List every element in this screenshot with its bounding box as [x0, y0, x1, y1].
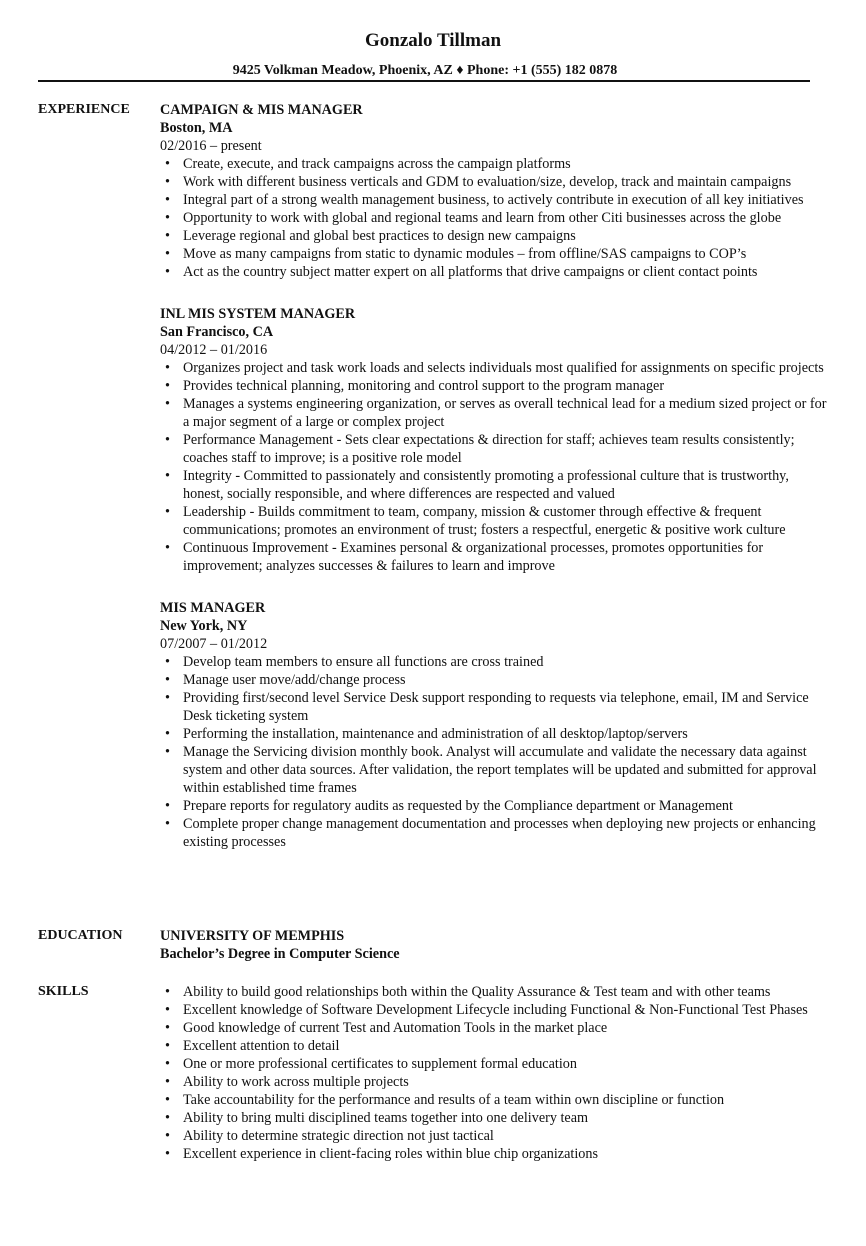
school-name: UNIVERSITY OF MEMPHIS — [160, 928, 345, 944]
bullet-item: • Move as many campaigns from static to dynamic modules – from offline/SAS campaigns to COP’s — [160, 245, 828, 263]
skill-item: • Take accountability for the performance and results of a team within own discipline or function — [160, 1091, 828, 1109]
bullet-item: • Opportunity to work with global and regional teams and learn from other Citi businesses across the globe — [160, 209, 828, 227]
bullet-item: • Create, execute, and track campaigns across the campaign platforms — [160, 155, 828, 173]
skill-item: • Ability to work across multiple projects — [160, 1073, 828, 1091]
bullet-item: • Prepare reports for regulatory audits as requested by the Compliance department or Management — [160, 797, 828, 815]
job-dates: 04/2012 – 01/2016 — [160, 342, 268, 358]
job-title: CAMPAIGN & MIS MANAGER — [160, 102, 363, 118]
skill-item: • Excellent attention to detail — [160, 1037, 828, 1055]
bullet-item: • Integral part of a strong wealth management business, to actively contribute in execution of all key initiatives — [160, 191, 828, 209]
skill-item: • Excellent knowledge of Software Development Lifecycle including Functional & Non-Functional Test Phases — [160, 1001, 828, 1019]
job-bullets — [160, 155, 828, 281]
job-dates: 07/2007 – 01/2012 — [160, 636, 268, 652]
skills-body — [160, 983, 828, 1163]
bullet-item: • Manage the Servicing division monthly book. Analyst will accumulate and validate the necessary data against system and other data sources. After validation, the report templates will be updated and submitted for approval within established time frames — [160, 743, 828, 797]
job-title: MIS MANAGER — [160, 600, 266, 616]
job-entry — [160, 305, 828, 575]
candidate-name: Gonzalo Tillman — [364, 30, 502, 51]
bullet-item: • Organizes project and task work loads and selects individuals most qualified for assignments on specific projects — [160, 359, 828, 377]
skill-item: • Excellent experience in client-facing roles within blue chip organizations — [160, 1145, 828, 1163]
section-label-skills: SKILLS — [38, 984, 89, 999]
bullet-item: • Complete proper change management documentation and processes when deploying new projects or enhancing existing processes — [160, 815, 828, 851]
bullet-item: • Manages a systems engineering organization, or serves as overall technical lead for a medium sized project or for a major segment of a large or complex project — [160, 395, 828, 431]
job-dates: 02/2016 – present — [160, 138, 262, 154]
bullet-item: • Work with different business verticals and GDM to evaluation/size, develop, track and maintain campaigns — [160, 173, 828, 191]
skill-item: • Ability to bring multi disciplined teams together into one delivery team — [160, 1109, 828, 1127]
job-title: INL MIS SYSTEM MANAGER — [160, 306, 356, 322]
job-location: San Francisco, CA — [160, 324, 274, 340]
header-divider — [38, 80, 810, 82]
bullet-item: • Leadership - Builds commitment to team, company, mission & customer through effective & frequent communications; promotes an environment of trust; fosters a respectful, energetic & positive work culture — [160, 503, 828, 539]
experience-body — [160, 101, 828, 875]
bullet-item: • Provides technical planning, monitoring and control support to the program manager — [160, 377, 828, 395]
bullet-item: • Leverage regional and global best practices to design new campaigns — [160, 227, 828, 245]
bullet-item: • Providing first/second level Service Desk support responding to requests via telephone, email, IM and Service Desk ticketing system — [160, 689, 828, 725]
bullet-item: • Continuous Improvement - Examines personal & organizational processes, promotes opportunities for improvement; analyzes successes & failures to learn and improve — [160, 539, 828, 575]
section-label-education: EDUCATION — [38, 928, 123, 943]
job-bullets — [160, 359, 828, 575]
skill-item: • Ability to determine strategic direction not just tactical — [160, 1127, 828, 1145]
bullet-item: • Integrity - Committed to passionately and consistently promoting a professional culture that is trustworthy, honest, socially responsible, and where differences are respected and valued — [160, 467, 828, 503]
degree: Bachelor’s Degree in Computer Science — [160, 946, 400, 962]
skill-item: • One or more professional certificates to supplement formal education — [160, 1055, 828, 1073]
job-entry — [160, 599, 828, 851]
section-label-experience: EXPERIENCE — [38, 102, 130, 117]
bullet-item: • Act as the country subject matter expert on all platforms that drive campaigns or client contact points — [160, 263, 828, 281]
skill-item: • Good knowledge of current Test and Automation Tools in the market place — [160, 1019, 828, 1037]
skill-item: • Ability to build good relationships both within the Quality Assurance & Test team and with other teams — [160, 983, 828, 1001]
contact-info: 9425 Volkman Meadow, Phoenix, AZ ♦ Phone: +1 (555) 182 0878 — [232, 63, 618, 78]
bullet-item: • Develop team members to ensure all functions are cross trained — [160, 653, 828, 671]
job-location: New York, NY — [160, 618, 248, 634]
bullet-item: • Performance Management - Sets clear expectations & direction for staff; achieves team results consistently; coaches staff to improve; is a positive role model — [160, 431, 828, 467]
education-body — [160, 927, 828, 963]
job-location: Boston, MA — [160, 120, 233, 136]
job-bullets — [160, 653, 828, 851]
bullet-item: • Manage user move/add/change process — [160, 671, 828, 689]
skills-list — [160, 983, 828, 1163]
bullet-item: • Performing the installation, maintenance and administration of all desktop/laptop/servers — [160, 725, 828, 743]
job-entry — [160, 101, 828, 281]
